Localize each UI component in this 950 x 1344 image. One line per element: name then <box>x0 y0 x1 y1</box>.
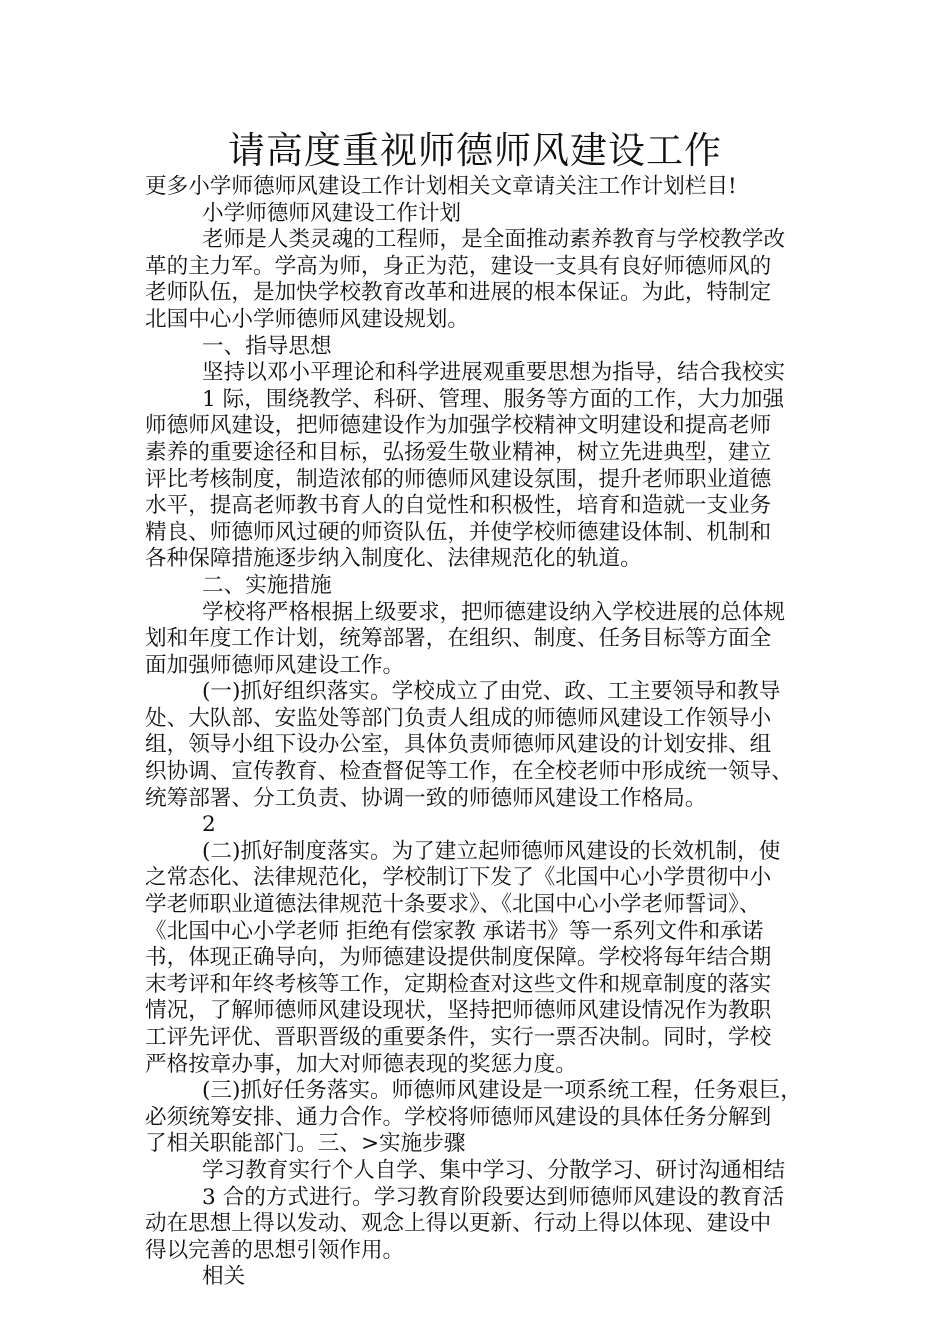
text-line: 相关 <box>202 1264 246 1290</box>
text-line: 老师队伍，是加快学校教育改革和进展的根本保证。为此，特制定 <box>145 280 772 306</box>
text-line: 小学师德师风建设工作计划 <box>202 200 462 226</box>
text-line: 师德师风建设，把师德建设作为加强学校精神文明建设和提高老师 <box>145 413 772 439</box>
text-line: 学校将严格根据上级要求，把师德建设纳入学校进展的总体规 <box>202 599 786 625</box>
text-line: 学习教育实行个人自学、集中学习、分散学习、研讨沟通相结 <box>202 1157 786 1183</box>
text-line: 之常态化、法律规范化，学校制订下发了《北国中心小学贯彻中小 <box>145 865 772 891</box>
text-line: 必须统筹安排、通力合作。学校将师德师风建设的具体任务分解到 <box>145 1104 772 1130</box>
text-line: 二、实施措施 <box>202 572 332 598</box>
text-line: 末考评和年终考核等工作，定期检查对这些文件和规章制度的落实 <box>145 971 772 997</box>
text-line: 老师是人类灵魂的工程师，是全面推动素养教育与学校教学改 <box>202 227 786 253</box>
text-line: 评比考核制度，制造浓郁的师德师风建设氛围，提升老师职业道德 <box>145 466 772 492</box>
text-line: 划和年度工作计划，统筹部署，在组织、制度、任务目标等方面全 <box>145 626 772 652</box>
text-line: 北国中心小学师德师风建设规划。 <box>145 306 469 332</box>
text-line: 书，体现正确导向，为师德建设提供制度保障。学校将每年结合期 <box>145 945 772 971</box>
text-line: 精良、师德师风过硬的师资队伍，并使学校师德建设体制、机制和 <box>145 519 772 545</box>
text-line: 了相关职能部门。三、>实施步骤 <box>145 1131 466 1157</box>
text-line: 2 <box>202 812 216 838</box>
text-line: 情况，了解师德师风建设现状，坚持把师德师风建设情况作为教职 <box>145 998 772 1024</box>
text-line: 素养的重要途径和目标，弘扬爱生敬业精神，树立先进典型，建立 <box>145 439 772 465</box>
text-line: 面加强师德师风建设工作。 <box>145 652 405 678</box>
text-line: 处、大队部、安监处等部门负责人组成的师德师风建设工作领导小 <box>145 705 772 731</box>
document-body <box>145 174 810 1291</box>
text-line: 织协调、宣传教育、检查督促等工作，在全校老师中形成统一领导、 <box>145 759 793 785</box>
document-title: 请高度重视师德师风建设工作 <box>228 129 722 172</box>
text-line: 坚持以邓小平理论和科学进展观重要思想为指导，结合我校实 <box>202 360 786 386</box>
text-line: 水平，提高老师教书育人的自觉性和积极性，培育和造就一支业务 <box>145 493 772 519</box>
text-line: 各种保障措施逐步纳入制度化、法律规范化的轨道。 <box>145 546 642 572</box>
text-line: 工评先评优、晋职晋级的重要条件，实行一票否决制。同时，学校 <box>145 1025 772 1050</box>
text-line: 1 际，围绕教学、科研、管理、服务等方面的工作，大力加强 <box>202 386 785 412</box>
text-line: 统筹部署、分工负责、协调一致的师德师风建设工作格局。 <box>145 785 707 811</box>
text-line: 得以完善的思想引领作用。 <box>145 1237 405 1263</box>
text-line: (一)抓好组织落实。学校成立了由党、政、工主要领导和教导 <box>202 679 781 705</box>
text-line: (三)抓好任务落实。师德师风建设是一项系统工程，任务艰巨， <box>202 1078 802 1104</box>
text-line: 《北国中心小学老师 拒绝有偿家教 承诺书》等一系列文件和承诺 <box>145 918 764 944</box>
text-line: 3 合的方式进行。学习教育阶段要达到师德师风建设的教育活 <box>202 1184 785 1210</box>
text-line: 学老师职业道德法律规范十条要求》、《北国中心小学老师誓词》、 <box>145 892 761 918</box>
text-line: 严格按章办事，加大对师德表现的奖惩力度。 <box>145 1051 577 1077</box>
text-line: 革的主力军。学高为师，身正为范，建设一支具有良好师德师风的 <box>145 253 772 279</box>
text-line: 组，领导小组下设办公室，具体负责师德师风建设的计划安排、组 <box>145 732 772 758</box>
text-line: 更多小学师德师风建设工作计划相关文章请关注工作计划栏目! <box>145 174 737 199</box>
text-line: 一、指导思想 <box>202 333 332 359</box>
text-line: 动在思想上得以发动、观念上得以更新、行动上得以体现、建设中 <box>145 1211 772 1237</box>
text-line: (二)抓好制度落实。为了建立起师德师风建设的长效机制，使 <box>202 838 781 864</box>
